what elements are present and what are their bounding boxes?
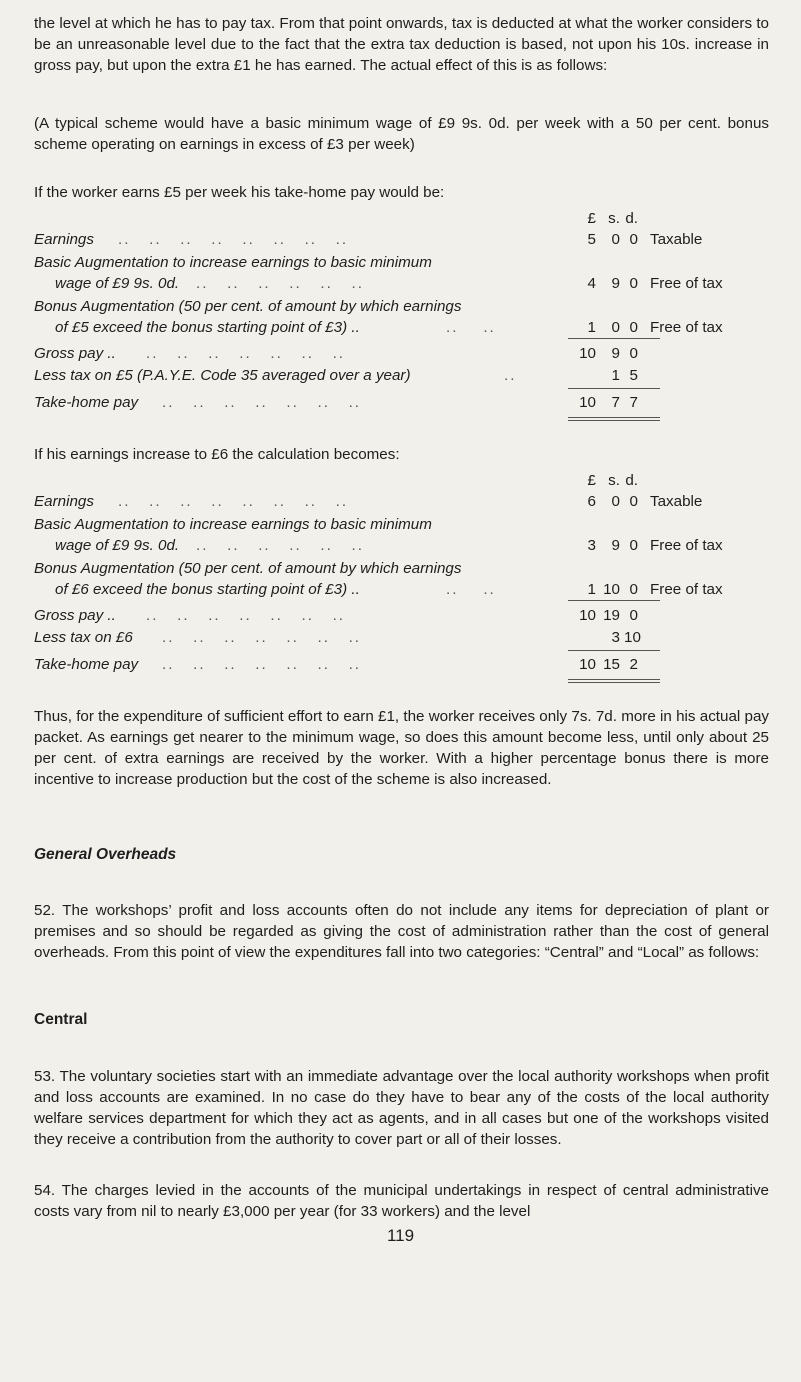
row-label: Earnings [34,231,94,248]
section-heading-central: Central [34,1011,88,1028]
example1-row-less-tax: Less tax on £5 (P.A.Y.E. Code 35 averaged over a year) .. 1 5 [34,367,638,384]
pence-cell: 0 [629,581,638,598]
row-label: Bonus Augmentation (50 per cent. of amount by which earnings [34,560,462,577]
shillings-cell: 15 [603,656,620,673]
pounds-cell: 6 [587,493,596,510]
tax-note: Taxable [650,493,703,510]
example1-column-headers [34,208,769,229]
pence-cell: 5 [629,367,638,384]
pence-cell: 0 [629,319,638,336]
example1-row-take-home: Take-home pay .. .. .. .. .. .. .. 10 7 7 [34,394,638,411]
page-number: 119 [386,1226,415,1245]
row-label-continued: wage of £9 9s. 0d. [55,537,180,554]
example1-row-basic-line1 [34,252,769,273]
subtotal-rule [568,650,660,651]
row-label: Take-home pay [34,394,139,411]
pence-cell: 10 [624,629,641,646]
shillings-cell: 0 [611,231,620,248]
row-label-continued: wage of £9 9s. 0d. [55,275,180,292]
pence-cell: 0 [629,231,638,248]
pence-cell: 0 [629,345,638,362]
pounds-cell: 3 [587,537,596,554]
example1-row-bonus-line1 [34,296,769,317]
shillings-cell: 0 [611,493,620,510]
pence-cell: 0 [629,493,638,510]
pounds-cell: 10 [579,345,596,362]
pounds-cell: 10 [579,394,596,411]
pence-cell: 0 [629,537,638,554]
row-label: Earnings [34,493,94,510]
row-label: Bonus Augmentation (50 per cent. of amount by which earnings [34,298,462,315]
shillings-cell: 9 [611,537,620,554]
tax-note: Taxable [650,231,703,248]
pence-header: d. [625,210,638,227]
shillings-cell: 19 [603,607,620,624]
pounds-cell: 5 [587,231,596,248]
total-double-rule [568,679,660,683]
example2-row-basic-line1 [34,514,769,535]
shillings-cell: 0 [611,319,620,336]
paragraph-54: 54. The charges levied in the accounts of the municipal undertakings in respect of central administrative costs vary from nil to nearly £3,000 per year (for 33 workers) and the level [34,1182,769,1220]
tax-note: Free of tax [650,581,723,598]
top-paragraph: the level at which he has to pay tax. From that point onwards, tax is deducted at what the worker considers to be an unreasonable level due to the fact that the extra tax deduction is based, not upon his 10s. increase in gross pay, but upon the extra £1 he has earned. The actual effect of this is as follows: [34,15,769,74]
pounds-cell: 10 [579,656,596,673]
row-label-continued: of £5 exceed the bonus starting point of £3) .. [55,319,360,336]
example2-row-basic-line2: wage of £9 9s. 0d. .. .. .. .. .. .. 3 9 0 Free of tax [55,537,723,554]
thus-paragraph: Thus, for the expenditure of sufficient effort to earn £1, the worker receives only 7s. 7d. more in his actual pay packet. As earnings get nearer to the minimum wage, so does this amount become less, until only about 25 per cent. of extra earnings are received by the worker. With a higher percentage bonus there is more incentive to increase production but the cost of the scheme is also increased. [34,708,769,788]
pence-cell: 2 [629,656,638,673]
example2-column-headers [34,470,769,491]
shillings-cell: 9 [611,345,620,362]
shillings-header: s. [608,472,620,489]
example2-intro: If his earnings increase to £6 the calculation becomes: [34,446,400,463]
row-label: Less tax on £5 (P.A.Y.E. Code 35 averaged over a year) [34,367,411,384]
shillings-cell: 10 [603,581,620,598]
shillings-cell: 3 [611,629,620,646]
pounds-cell: 4 [587,275,596,292]
example2-row-gross: Gross pay .. .. .. .. .. .. .. .. 10 19 0 [34,607,638,624]
row-label: Basic Augmentation to increase earnings to basic minimum [34,516,432,533]
example2-row-bonus-line1 [34,558,769,579]
row-label: Basic Augmentation to increase earnings to basic minimum [34,254,432,271]
pence-cell: 0 [629,607,638,624]
example1-row-earnings: Earnings .. .. .. .. .. .. .. .. 5 0 0 Taxable [34,231,703,248]
tax-note: Free of tax [650,275,723,292]
shillings-cell: 7 [611,394,620,411]
example2-row-take-home: Take-home pay .. .. .. .. .. .. .. 10 15 2 [34,656,638,673]
example1-intro: If the worker earns £5 per week his take-home pay would be: [34,184,445,201]
subtotal-rule [568,388,660,389]
pounds-cell: 10 [579,607,596,624]
typical-scheme-note: (A typical scheme would have a basic minimum wage of £9 9s. 0d. per week with a 50 per cent. bonus scheme operating on earnings in excess of £3 per week) [34,115,769,153]
paragraph-53: 53. The voluntary societies start with an immediate advantage over the local authority workshops when profit and loss accounts are examined. In no case do they have to bear any of the costs of the local authority welfare services department for which they act as agents, and in all cases but one of the workshops visited they receive a contribution from the authority to cover part or all of their losses. [34,1068,769,1148]
row-label: Take-home pay [34,656,139,673]
example2-row-earnings: Earnings .. .. .. .. .. .. .. .. 6 0 0 Taxable [34,493,703,510]
paragraph-52: 52. The workshops’ profit and loss accounts often do not include any items for depreciation of plant or premises and so should be regarded as giving the cost of administration rather than the cost of general overheads. From this point of view the expenditures fall into two categories: “Central” and “Local” as follows: [34,902,769,961]
row-label: Less tax on £6 [34,629,133,646]
pence-cell: 7 [629,394,638,411]
shillings-cell: 1 [611,367,620,384]
pence-cell: 0 [629,275,638,292]
subtotal-rule [568,600,660,601]
shillings-header: s. [608,210,620,227]
tax-note: Free of tax [650,319,723,336]
section-heading-general-overheads: General Overheads [34,846,177,863]
total-double-rule [568,417,660,421]
pounds-cell: 1 [587,581,596,598]
tax-note: Free of tax [650,537,723,554]
shillings-cell: 9 [611,275,620,292]
row-label: Gross pay .. [34,607,116,624]
pounds-cell: 1 [587,319,596,336]
row-label-continued: of £6 exceed the bonus starting point of £3) .. [55,581,360,598]
row-label: Gross pay .. [34,345,116,362]
example1-row-bonus-line2: of £5 exceed the bonus starting point of £3) .. .. .. 1 0 0 Free of tax [55,319,723,336]
example1-row-basic-line2: wage of £9 9s. 0d. .. .. .. .. .. .. 4 9 0 Free of tax [55,275,723,292]
pounds-header: £ [587,210,596,227]
example1-row-gross: Gross pay .. .. .. .. .. .. .. .. 10 9 0 [34,345,638,362]
example2-row-less-tax: Less tax on £6 .. .. .. .. .. .. .. 3 10 [34,629,641,646]
example2-row-bonus-line2: of £6 exceed the bonus starting point of £3) .. .. .. 1 10 0 Free of tax [55,581,723,598]
pence-header: d. [625,472,638,489]
pounds-header: £ [587,472,596,489]
subtotal-rule [568,338,660,339]
